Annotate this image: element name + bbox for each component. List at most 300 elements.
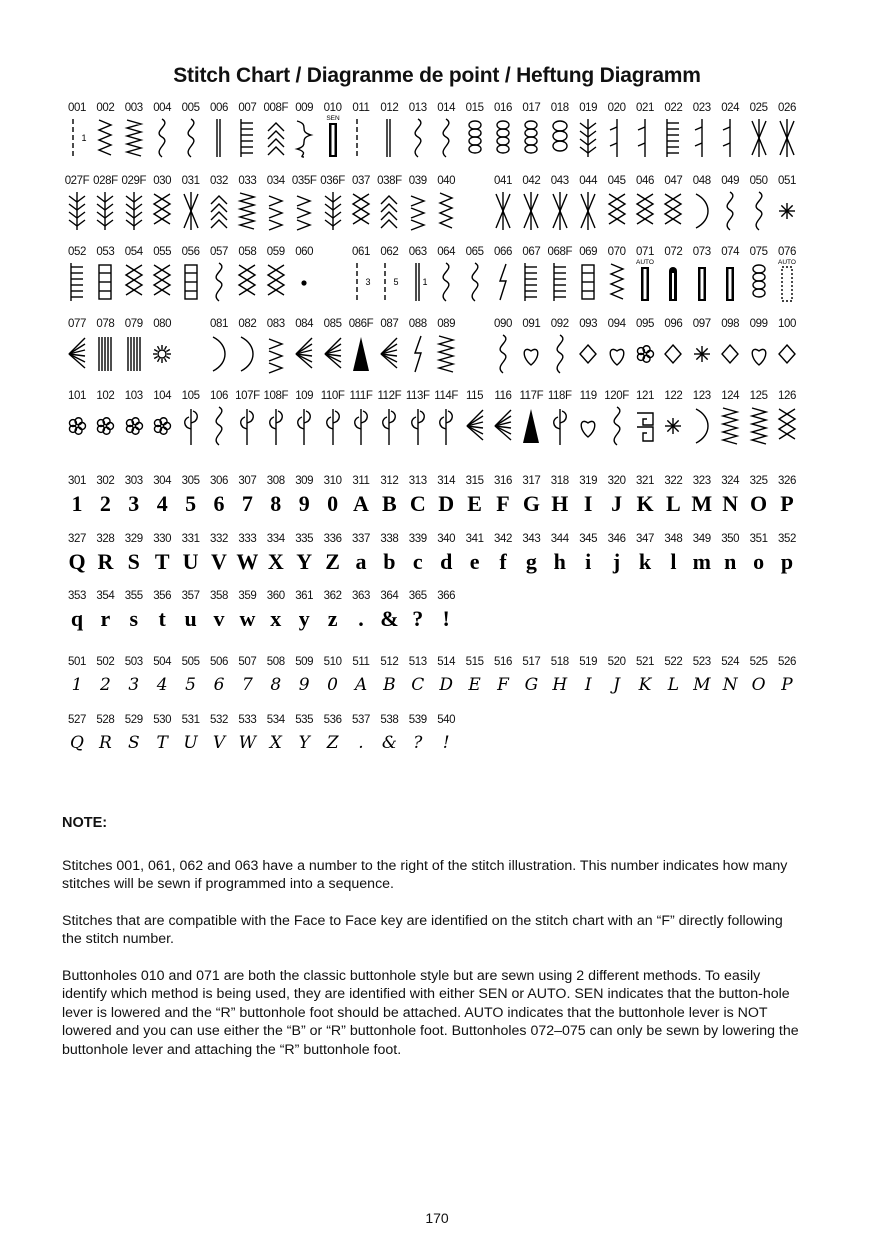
stitch-number: 082 (238, 318, 257, 330)
character-cell (770, 655, 804, 699)
stitch-number: 510 (323, 656, 342, 668)
stitch-number: 028F (93, 175, 118, 187)
character-glyph: U (183, 733, 198, 753)
stitch-number: 330 (153, 533, 172, 545)
stitch-diamond-icon (661, 333, 685, 375)
stitch-number: 112F (377, 390, 402, 402)
stitch-number: 320 (607, 475, 626, 487)
stitch-number: 081 (210, 318, 228, 330)
stitch-number: 540 (437, 714, 456, 726)
stitch-number: 512 (380, 656, 399, 668)
stitch-smock-icon (292, 117, 316, 159)
stitch-buttonhole-icon (690, 261, 714, 303)
stitch-wave-icon (718, 190, 742, 232)
stitch-number: 326 (778, 475, 796, 487)
stitch-number: 118F (547, 390, 572, 402)
character-glyph: H (551, 491, 569, 516)
stitch-sun-icon (150, 333, 174, 375)
stitch-number: 124 (721, 390, 740, 402)
stitch-wave-icon (434, 261, 458, 303)
character-glyph: r (100, 606, 111, 631)
stitch-leaf-icon (406, 405, 430, 447)
character-glyph: O (751, 675, 766, 695)
stitch-number: 074 (721, 246, 740, 258)
stitch-number: 089 (437, 318, 456, 330)
stitch-fan-icon (65, 333, 89, 375)
stitch-number: 115 (466, 390, 484, 402)
stitch-number: 034 (266, 175, 285, 187)
stitch-number: 078 (96, 318, 115, 330)
stitch-number: 352 (778, 533, 796, 545)
stitch-number: 079 (124, 318, 143, 330)
character-glyph: U (182, 549, 199, 574)
stitch-number: 334 (266, 533, 285, 545)
stitch-number: 529 (124, 714, 143, 726)
character-glyph: 7 (241, 675, 253, 695)
stitch-number: 511 (352, 656, 370, 668)
character-glyph: L (666, 491, 681, 516)
stitch-lattice-icon (633, 190, 657, 232)
stitch-number: 122 (664, 390, 683, 402)
character-glyph: P (780, 491, 794, 516)
stitch-number: 535 (295, 714, 314, 726)
stitch-number: 096 (664, 318, 683, 330)
stitch-number: 503 (124, 656, 143, 668)
character-glyph: Y (298, 733, 310, 753)
stitch-number: 084 (295, 318, 314, 330)
stitch-number: 055 (153, 246, 172, 258)
stitch-arc-icon (690, 405, 714, 447)
stitch-number: 525 (749, 656, 768, 668)
stitch-number: 005 (181, 102, 200, 114)
stitch-number: 044 (579, 175, 598, 187)
stitch-comb-icon (548, 261, 572, 303)
stitch-number: 518 (550, 656, 569, 668)
stitch-straight-icon (349, 261, 373, 303)
character-glyph: C (409, 491, 426, 516)
stitch-lattice-icon (235, 261, 259, 303)
stitch-number: 067 (522, 246, 541, 258)
stitch-number: 315 (465, 475, 484, 487)
character-glyph: O (750, 491, 768, 516)
stitch-number: 346 (607, 533, 626, 545)
stitch-greek-icon (633, 405, 657, 447)
stitch-number: 113F (405, 390, 430, 402)
character-glyph: 0 (327, 491, 339, 516)
stitch-heart-icon (576, 405, 600, 447)
stitch-number: 001 (68, 102, 86, 114)
stitch-number: 059 (266, 246, 285, 258)
stitch-number: 029F (121, 175, 147, 187)
stitch-tag: 1 (81, 133, 87, 143)
stitch-number: 086F (348, 318, 374, 330)
character-glyph: M (691, 491, 713, 516)
stitch-number: 070 (607, 246, 626, 258)
stitch-number: 035F (291, 175, 317, 187)
character-cell (770, 474, 804, 518)
character-glyph: T (154, 549, 170, 574)
character-glyph: D (438, 491, 455, 516)
character-glyph: & (380, 606, 399, 631)
stitch-number: 102 (96, 390, 115, 402)
stitch-leaf-icon (434, 405, 458, 447)
stitch-number: 026 (778, 102, 796, 114)
stitch-number: 515 (465, 656, 484, 668)
stitch-number: 307 (238, 475, 257, 487)
stitch-lattice-icon (122, 261, 146, 303)
character-glyph: J (611, 491, 623, 516)
stitch-number: 337 (352, 533, 370, 545)
stitch-number: 027F (64, 175, 90, 187)
stitch-number: 068F (547, 246, 573, 258)
character-glyph: 9 (298, 675, 310, 695)
character-glyph: 1 (71, 491, 83, 516)
stitch-number: 509 (295, 656, 314, 668)
stitch-number: 101 (68, 390, 86, 402)
character-glyph: ? (413, 733, 423, 753)
stitch-leaf-icon (377, 405, 401, 447)
stitch-leaf-icon (548, 405, 572, 447)
stitch-zigzag-icon (434, 190, 458, 232)
character-glyph: I (583, 491, 593, 516)
stitch-number: 322 (664, 475, 683, 487)
stitch-number: 066 (494, 246, 512, 258)
character-glyph: h (553, 549, 566, 574)
stitch-cell (429, 174, 463, 232)
stitch-number: 012 (380, 102, 399, 114)
stitch-feather-icon (576, 117, 600, 159)
character-glyph: Q (70, 733, 84, 753)
stitch-triple-icon (207, 117, 231, 159)
character-glyph: L (667, 675, 680, 695)
stitch-comb-icon (65, 261, 89, 303)
stitch-comb-icon (235, 117, 259, 159)
stitch-diamond-icon (775, 333, 799, 375)
stitch-number: 534 (266, 714, 285, 726)
stitch-number: 103 (124, 390, 143, 402)
character-glyph: o (753, 549, 765, 574)
stitch-wave-icon (207, 405, 231, 447)
stitch-number: 356 (153, 590, 172, 602)
stitch-arc-icon (690, 190, 714, 232)
character-glyph: I (584, 675, 592, 695)
stitch-number: 520 (607, 656, 626, 668)
stitch-number: 303 (124, 475, 143, 487)
stitch-number: 359 (238, 590, 257, 602)
stitch-number: 095 (636, 318, 654, 330)
stitch-heart-icon (605, 333, 629, 375)
stitch-number: 077 (68, 318, 86, 330)
stitch-number: 030 (153, 175, 172, 187)
stitch-number: 022 (664, 102, 683, 114)
stitch-number: 341 (465, 533, 484, 545)
stitch-number: 098 (721, 318, 740, 330)
stitch-cell (287, 245, 321, 303)
stitch-number: 021 (636, 102, 654, 114)
character-glyph: A (353, 491, 369, 516)
character-cell (429, 713, 463, 757)
character-glyph: J (613, 675, 620, 695)
stitch-blind-icon (690, 117, 714, 159)
stitch-ladder-icon (93, 261, 117, 303)
stitch-flower-icon (65, 405, 89, 447)
character-glyph: Q (68, 549, 86, 574)
character-glyph: B (383, 675, 396, 695)
character-glyph: y (298, 606, 310, 631)
stitch-scallop-icon (747, 261, 771, 303)
stitch-zigzag3-icon (122, 117, 146, 159)
character-glyph: 7 (241, 491, 253, 516)
character-glyph: G (524, 675, 539, 695)
stitch-number: 090 (494, 318, 512, 330)
character-glyph: k (638, 549, 652, 574)
stitch-lattice-icon (150, 190, 174, 232)
stitch-number: 110F (320, 390, 345, 402)
character-glyph: l (670, 549, 677, 574)
character-glyph: 2 (99, 675, 111, 695)
stitch-arrow-icon (292, 190, 316, 232)
character-glyph: 0 (327, 675, 338, 695)
stitch-number: 523 (692, 656, 711, 668)
stitch-number: 094 (607, 318, 626, 330)
stitch-zigzag-icon (93, 117, 117, 159)
stitch-number: 521 (636, 656, 654, 668)
stitch-chevron-icon (264, 117, 288, 159)
stitch-number: 532 (210, 714, 228, 726)
stitch-cross-icon (775, 117, 799, 159)
stitch-cross-icon (491, 190, 515, 232)
character-glyph: S (127, 549, 140, 574)
stitch-number: 343 (522, 533, 541, 545)
character-glyph: E (468, 675, 481, 695)
character-cell (770, 532, 804, 576)
character-glyph: s (129, 606, 139, 631)
stitch-number: 011 (352, 102, 370, 114)
stitch-number: 002 (96, 102, 115, 114)
character-glyph: 8 (270, 675, 282, 695)
stitch-number: 043 (550, 175, 569, 187)
character-glyph: H (552, 675, 568, 695)
stitch-feather-icon (65, 190, 89, 232)
stitch-wave-icon (434, 117, 458, 159)
stitch-number: 007 (238, 102, 257, 114)
stitch-number: 123 (692, 390, 711, 402)
stitch-number: 339 (408, 533, 427, 545)
stitch-number: 052 (68, 246, 86, 258)
stitch-number: 108F (263, 390, 289, 402)
stitch-wave-icon (605, 405, 629, 447)
stitch-number: 109 (295, 390, 314, 402)
stitch-number: 060 (295, 246, 314, 258)
stitch-number: 526 (778, 656, 796, 668)
stitch-number: 358 (210, 590, 228, 602)
character-glyph: T (156, 733, 168, 753)
character-glyph: & (381, 733, 397, 753)
stitch-wave-icon (747, 190, 771, 232)
stitch-zigzag3-icon (747, 405, 771, 447)
stitch-leaf-icon (235, 405, 259, 447)
stitch-fan-icon (491, 405, 515, 447)
character-glyph: d (440, 549, 453, 574)
stitch-number: 317 (522, 475, 541, 487)
stitch-number: 308 (266, 475, 285, 487)
stitch-leaf-icon (349, 405, 373, 447)
stitch-scallop-icon (491, 117, 515, 159)
stitch-number: 329 (124, 533, 143, 545)
stitch-cell (770, 101, 804, 159)
stitch-heart-icon (747, 333, 771, 375)
stitch-number: 313 (408, 475, 427, 487)
note-paragraph: Stitches 001, 061, 062 and 063 have a number to the right of the stitch illustration. This number indicates how many stitches will be sewn if programmed into a sequence. (62, 857, 788, 892)
page-number: 170 (425, 1210, 449, 1226)
stitch-number: 071 (636, 246, 654, 258)
stitch-number: 050 (749, 175, 768, 187)
stitch-flower-icon (633, 333, 657, 375)
stitch-straight-icon (349, 117, 373, 159)
character-glyph: ! (442, 606, 450, 631)
stitch-arrow-icon (406, 190, 430, 232)
stitch-cell (429, 317, 463, 375)
stitch-number: 056 (181, 246, 200, 258)
stitch-number: 100 (778, 318, 796, 330)
stitch-scallop-icon (463, 117, 487, 159)
character-glyph: F (497, 675, 509, 695)
stitch-number: 324 (721, 475, 740, 487)
character-glyph: V (212, 733, 226, 753)
stitch-number: 527 (68, 714, 86, 726)
character-glyph: t (158, 606, 166, 631)
stitch-flower-icon (150, 405, 174, 447)
character-glyph: Y (296, 549, 313, 574)
character-glyph: A (354, 675, 368, 695)
stitch-cross-icon (576, 190, 600, 232)
stitch-star-icon (690, 333, 714, 375)
stitch-cell (770, 174, 804, 232)
stitch-number: 366 (437, 590, 456, 602)
character-glyph: W (238, 733, 257, 753)
stitch-number: 349 (692, 533, 711, 545)
stitch-number: 062 (380, 246, 399, 258)
character-glyph: m (692, 549, 711, 574)
stitch-triple-icon (377, 117, 401, 159)
stitch-number: 093 (579, 318, 598, 330)
stitch-honeycomb-icon (548, 117, 572, 159)
character-glyph: K (638, 675, 652, 695)
stitch-number: 530 (153, 714, 172, 726)
note-paragraph: Stitches that are compatible with the Face to Face key are identified on the stitch chart with an “F” directly following the stitch number. (62, 912, 783, 947)
stitch-number: 031 (181, 175, 200, 187)
character-glyph: f (499, 549, 507, 574)
stitch-wave-icon (406, 117, 430, 159)
character-glyph: V (211, 549, 227, 574)
stitch-number: 023 (692, 102, 711, 114)
stitch-diamond-icon (718, 333, 742, 375)
stitch-number: 075 (749, 246, 768, 258)
stitch-wave-icon (463, 261, 487, 303)
stitch-number: 302 (96, 475, 115, 487)
note-section (62, 814, 802, 1077)
stitch-number: 092 (550, 318, 569, 330)
stitch-number: 114F (434, 390, 459, 402)
stitch-number: 126 (778, 390, 796, 402)
character-glyph: q (70, 606, 84, 631)
stitch-satin-icon (122, 333, 146, 375)
stitch-number: 306 (210, 475, 228, 487)
stitch-flower-icon (93, 405, 117, 447)
stitch-number: 019 (579, 102, 598, 114)
stitch-number: 347 (636, 533, 654, 545)
stitch-comb-icon (519, 261, 543, 303)
stitch-number: 504 (153, 656, 172, 668)
stitch-wave-icon (207, 261, 231, 303)
stitch-number: 336 (323, 533, 342, 545)
stitch-number: 033 (238, 175, 257, 187)
stitch-number: 073 (692, 246, 711, 258)
stitch-number: 107F (235, 390, 260, 402)
stitch-number: 536 (323, 714, 342, 726)
stitch-blind-icon (718, 117, 742, 159)
stitch-number: 119 (579, 390, 597, 402)
stitch-number: 097 (692, 318, 711, 330)
stitch-chevron-icon (377, 190, 401, 232)
stitch-number: 057 (210, 246, 228, 258)
stitch-cell (770, 317, 804, 375)
character-glyph: X (267, 549, 284, 574)
character-cell (429, 589, 463, 633)
stitch-number: 045 (607, 175, 626, 187)
stitch-number: 017 (522, 102, 541, 114)
character-glyph: n (724, 549, 737, 574)
character-glyph: 9 (298, 491, 310, 516)
stitch-tree-icon (349, 333, 373, 375)
stitch-number: 365 (408, 590, 427, 602)
character-glyph: K (636, 491, 654, 516)
character-glyph: W (236, 549, 259, 574)
stitch-number: 314 (437, 475, 456, 487)
stitch-number: 008F (263, 102, 289, 114)
page-title: Stitch Chart / Diagranme de point / Heftung Diagramm (173, 64, 701, 87)
character-glyph: 6 (213, 491, 225, 516)
character-glyph: C (411, 675, 425, 695)
character-glyph: 1 (71, 675, 83, 695)
stitch-number: 065 (465, 246, 484, 258)
stitch-number: 513 (408, 656, 427, 668)
stitch-leaf-icon (179, 405, 203, 447)
stitch-number: 344 (550, 533, 569, 545)
stitch-tag: 1 (422, 277, 428, 287)
character-glyph: 6 (213, 675, 225, 695)
character-glyph: Z (326, 733, 339, 753)
note-heading: NOTE: (62, 815, 108, 831)
character-glyph: g (525, 549, 537, 574)
stitch-wave-icon (179, 117, 203, 159)
stitch-number: 348 (664, 533, 683, 545)
stitch-number: 519 (579, 656, 598, 668)
stitch-cross-icon (179, 190, 203, 232)
character-glyph: 4 (156, 491, 168, 516)
stitch-number: 325 (749, 475, 768, 487)
stitch-number: 318 (550, 475, 569, 487)
stitch-arc-icon (235, 333, 259, 375)
stitch-triple-icon (406, 261, 430, 303)
stitch-number: 517 (522, 656, 541, 668)
character-glyph: p (780, 549, 794, 574)
character-glyph: Z (325, 549, 340, 574)
character-glyph: z (327, 606, 338, 631)
character-glyph: u (184, 606, 197, 631)
stitch-buttonhole-icon (718, 261, 742, 303)
stitch-number: 069 (579, 246, 598, 258)
